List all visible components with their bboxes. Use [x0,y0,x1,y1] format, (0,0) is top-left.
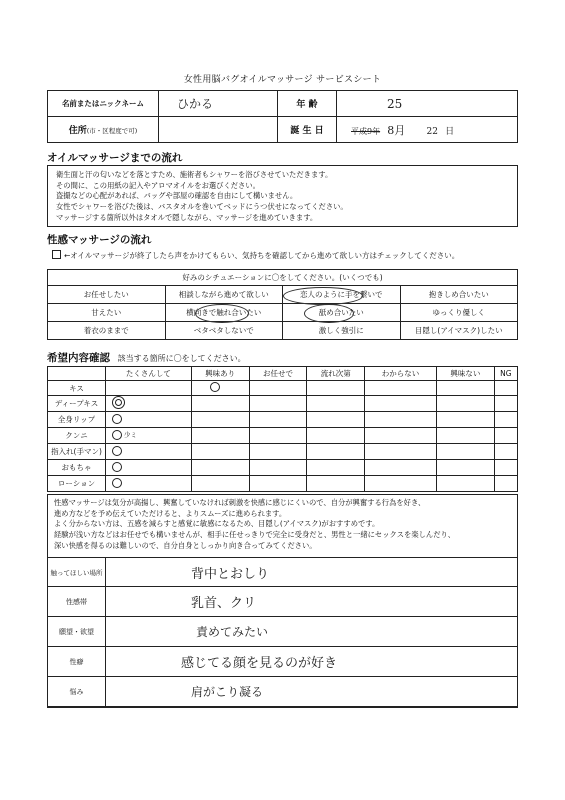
wish-cell[interactable] [307,428,365,444]
wish-cell[interactable] [249,460,307,476]
situation-table [47,269,518,340]
circle-mark [112,462,122,472]
birthday-month: 8月 [387,123,406,137]
wishes-table [47,366,518,492]
wish-cell[interactable] [307,381,365,396]
wish-cell[interactable] [365,444,437,460]
wish-cell[interactable] [436,412,494,428]
wish-cell[interactable] [494,428,517,444]
birthday-value[interactable] [337,117,518,143]
wish-cell[interactable] [436,444,494,460]
wish-cell[interactable] [249,476,307,492]
wish-col-header: 興味あり [191,367,249,381]
birthday-day: 22 [426,126,438,137]
answer-label: 願望・欲望 [48,617,106,647]
wish-cell[interactable] [106,381,192,396]
wish-cell[interactable] [191,444,249,460]
kunni-note: 少ミ [124,430,137,439]
wish-cell[interactable] [494,381,517,396]
double-circle-mark [112,396,125,409]
name-label: 名前またはニックネーム [48,91,159,117]
wish-item-label: 指入れ(手マン) [48,444,106,460]
wish-cell[interactable] [365,476,437,492]
answer-value[interactable]: 乳首、クリ [106,587,518,617]
wish-item-label: ローション [48,476,106,492]
answer-label: 悩み [48,677,106,707]
birthday-day-unit: 日 [445,126,455,137]
selection-circle-mark [283,287,363,305]
wish-cell[interactable] [191,396,249,412]
answer-value[interactable]: 感じてる顔を見るのが好き [106,647,518,677]
wish-item-label: キス [48,381,106,396]
wish-cell[interactable] [191,412,249,428]
wish-cell[interactable] [307,460,365,476]
answers-table [47,557,518,707]
flow-text: 衛生面と汗の匂いなどを落とすため、施術者もシャワーを浴びさせていただきます。 その間に、この用紙の記入やアロマオイルをお選びください。 盗撮などの心配があれば、バッグや部屋の確認を自由にして構いません。 女性でシャワーを浴びた後は、バスタオルを巻いてベッドにうつ伏せになってください。 マッサージする箇所以外はタオルで隠しながら、マッサージを進めていきます。 [56,170,348,222]
name-value[interactable]: ひかる [159,91,278,117]
wish-item-label: クンニ [48,428,106,444]
sensual-note: ←オイルマッサージが終了したら声をかけてもらい、気持ちを確認してから進めて欲しい方はチェックしてください。 [64,251,460,260]
wish-cell[interactable] [365,428,437,444]
situation-cell[interactable]: 抱きしめ合いたい [400,286,518,304]
situation-cell[interactable]: ゆっくり優しく [400,304,518,322]
circle-mark [112,414,122,424]
wish-cell[interactable] [191,476,249,492]
answer-value[interactable]: 肩がこり凝る [106,677,518,707]
wish-cell[interactable] [249,381,307,396]
selection-circle-mark [195,304,249,323]
wish-cell[interactable] [106,412,192,428]
wishes-heading [47,350,246,365]
wish-col-header: 流れ次第 [307,367,365,381]
wish-cell[interactable] [494,460,517,476]
wishes-corner [48,367,106,381]
wish-cell[interactable] [307,396,365,412]
wish-cell[interactable] [494,476,517,492]
wish-cell[interactable] [436,460,494,476]
flow-heading: オイルマッサージまでの流れ [47,152,183,164]
answer-value[interactable]: 責めてみたい [106,617,518,647]
age-label: 年 齢 [278,91,337,117]
situation-cell[interactable]: 甘えたい [48,304,166,322]
answer-label: 触ってほしい場所 [48,558,106,587]
situation-cell[interactable]: 横向きで触れ合いたい [165,304,283,322]
situation-cell[interactable]: 目隠し(アイマスク)したい [400,322,518,340]
wish-cell[interactable] [191,460,249,476]
situation-cell[interactable]: ベタベタしないで [165,322,283,340]
situation-cell[interactable]: 恋人のように手を繋いで [283,286,401,304]
wish-col-header: 興味ない [436,367,494,381]
wish-cell[interactable] [436,381,494,396]
situation-header: 好みのシチュエーションに〇をしてください。(いくつでも) [48,270,518,286]
answer-label: 性感帯 [48,587,106,617]
wish-cell[interactable] [106,396,192,412]
sensual-note-row [52,250,459,261]
age-value[interactable]: 25 [337,91,518,117]
answer-value[interactable]: 背中とおしり [106,558,518,587]
circle-mark [112,430,122,440]
wish-cell[interactable] [191,381,249,396]
wish-cell[interactable] [365,412,437,428]
circle-mark [112,478,122,488]
circle-mark [112,446,122,456]
wish-col-header: わからない [365,367,437,381]
situation-cell[interactable]: 着衣のままで [48,322,166,340]
wish-cell[interactable] [106,460,192,476]
wish-cell[interactable] [249,396,307,412]
sensual-heading: 性感マッサージの流れ [47,234,152,246]
wish-cell[interactable] [307,444,365,460]
wish-cell[interactable] [494,412,517,428]
birthday-struck: 平成9年 [351,126,381,136]
wish-col-header: お任せで [249,367,307,381]
situation-cell[interactable]: 舐め合いたい [283,304,401,322]
wish-cell[interactable] [307,412,365,428]
circle-mark [210,382,220,392]
wish-cell[interactable] [249,428,307,444]
birthday-label: 誕 生 日 [278,117,337,143]
wish-cell[interactable] [436,428,494,444]
wish-cell[interactable] [249,412,307,428]
wish-cell[interactable] [106,428,192,444]
wish-cell[interactable] [436,476,494,492]
wishes-title: 希望内容確認 [47,352,110,364]
wish-item-label: ディープキス [48,396,106,412]
situation-cell[interactable]: 激しく強引に [283,322,401,340]
wish-cell[interactable] [249,444,307,460]
sheet-title: 女性用脳バグオイルマッサージ サービスシート [183,75,382,85]
flow-box [47,165,518,227]
wish-cell[interactable] [307,476,365,492]
answer-label: 性癖 [48,647,106,677]
address-value[interactable] [159,117,278,143]
selection-circle-mark [304,304,354,323]
info-text: 性感マッサージは気分が高揚し、興奮していなければ刺激を快感に感じにくいので、自分が興奮する行為を好き、 進め方などを予め伝えていただけると、よりスムーズに進められます。 よく分からない方は、五感を減らすと感覚に敏感になるため、目隠し(アイマスク)がおすすめです。 経験が浅い方などはお任せでも構いませんが、相手に任せっきりで完全に受身だと、男性と一緒にセックスを楽しんだり、 深い快感を得るのは難しいので、自分自身としっかり向き合ってみてください。 [54,498,456,550]
wish-item-label: おもちゃ [48,460,106,476]
wish-cell[interactable] [365,460,437,476]
wish-col-header: たくさんして [106,367,192,381]
wish-cell[interactable] [106,476,192,492]
wish-cell[interactable] [436,396,494,412]
situation-cell[interactable]: お任せしたい [48,286,166,304]
wish-cell[interactable] [191,428,249,444]
confirm-checkbox[interactable] [52,250,61,259]
address-label-cell [48,117,159,143]
wishes-sub: 該当する箇所に〇をしてください。 [117,354,246,363]
address-note: (市・区程度で可) [86,127,138,135]
wish-cell[interactable] [106,444,192,460]
wish-cell[interactable] [365,396,437,412]
address-label: 住所 [68,126,87,136]
wish-cell[interactable] [494,444,517,460]
situation-cell[interactable]: 相談しながら進めて欲しい [165,286,283,304]
wish-cell[interactable] [365,381,437,396]
profile-table [47,90,518,143]
wish-item-label: 全身リップ [48,412,106,428]
wish-col-header: NG [494,367,517,381]
wish-cell[interactable] [494,396,517,412]
